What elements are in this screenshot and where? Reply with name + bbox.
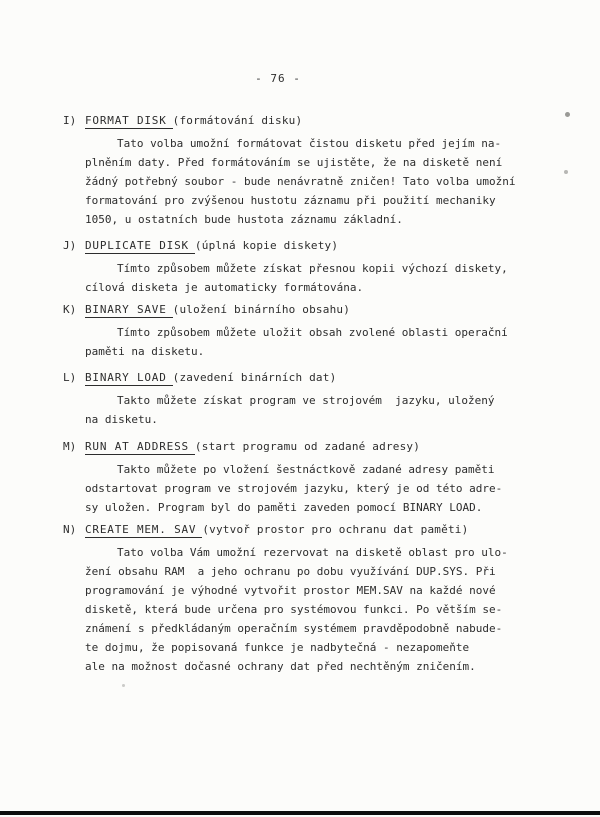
section-subtitle: (uložení binárního obsahu) [172,303,351,316]
paragraph-line: te dojmu, že popisovaná funkce je nadbytečná - nezapomeňte [85,641,470,654]
paragraph-line: Takto můžete po vložení šestnáctkově zadané adresy paměti [117,463,495,476]
section-heading [63,300,543,319]
paragraph-line: ale na možnost dočasné ochrany dat před nechtěným zničením. [85,660,476,673]
section-title: BINARY SAVE [85,303,173,318]
scan-speck [122,684,125,687]
paragraph-line: Tímto způsobem můžete získat přesnou kopii výchozí diskety, [117,262,508,275]
section-subtitle: (start programu od zadané adresy) [194,440,421,453]
section-heading [63,236,543,255]
section-binary-load [63,368,543,429]
section-heading [63,111,543,130]
paragraph-line: Takto můžete získat program ve strojovém jazyku, uložený [117,394,495,407]
section-binary-save [63,300,543,361]
section-label: I) [63,114,77,127]
section-label: M) [63,440,77,453]
section-title: CREATE MEM. SAV [85,523,202,538]
paragraph-line: cílová disketa je automaticky formátována. [85,281,364,294]
section-label: K) [63,303,77,316]
paragraph-line: disketě, která bude určena pro systémovou funkci. Po větším se- [85,603,503,616]
paragraph-line: paměti na disketu. [85,345,205,358]
paragraph-line: žení obsahu RAM a jeho ochranu po dobu využívání DUP.SYS. Při [85,565,496,578]
paragraph-line: plněním daty. Před formátováním se ujistěte, že na disketě není [85,156,503,169]
paragraph-line: na disketu. [85,413,158,426]
paragraph-line: žádný potřebný soubor - bude nenávratně zničen! Tato volba umožní [85,175,516,188]
section-subtitle: (úplná kopie diskety) [194,239,339,252]
section-heading [63,520,543,539]
paragraph-line: Tímto způsobem můžete uložit obsah zvolené oblasti operační [117,326,508,339]
section-run-at-address [63,437,543,517]
paragraph-line: formatování pro zvýšenou hustotu záznamu při použití mechaniky [85,194,496,207]
paragraph-line: Tato volba umožní formátovat čistou disketu před jejím na- [117,137,502,150]
section-subtitle: (vytvoř prostor pro ochranu dat paměti) [202,523,469,536]
section-format-disk [63,111,543,229]
paragraph-line: odstartovat program ve strojovém jazyku, který je od této adre- [85,482,503,495]
section-duplicate-disk [63,236,543,297]
paragraph-line: Tato volba Vám umožní rezervovat na disketě oblast pro ulo- [117,546,508,559]
section-title: FORMAT DISK [85,114,173,129]
scan-speck [564,170,568,174]
paragraph-line: programování je výhodné vytvořit prostor MEM.SAV na každé nové [85,584,496,597]
section-heading [63,368,543,387]
section-subtitle: (formátování disku) [172,114,303,127]
section-subtitle: (zavedení binárních dat) [172,371,337,384]
paragraph-line: sy uložen. Program byl do paměti zaveden pomocí BINARY LOAD. [85,501,483,514]
page-number: - 76 - [255,72,301,85]
paragraph-line: známení s předkládaným operačním systémem pravděpodobně nabude- [85,622,503,635]
section-create-mem-sav [63,520,543,676]
section-title: RUN AT ADDRESS [85,440,195,455]
section-label: J) [63,239,77,252]
scan-speck [565,112,570,117]
section-title: DUPLICATE DISK [85,239,195,254]
scan-bottom-edge [0,811,600,815]
section-heading [63,437,543,456]
paragraph-line: 1050, u ostatních bude hustota záznamu základní. [85,213,403,226]
section-title: BINARY LOAD [85,371,173,386]
section-label: L) [63,371,77,384]
section-label: N) [63,523,77,536]
